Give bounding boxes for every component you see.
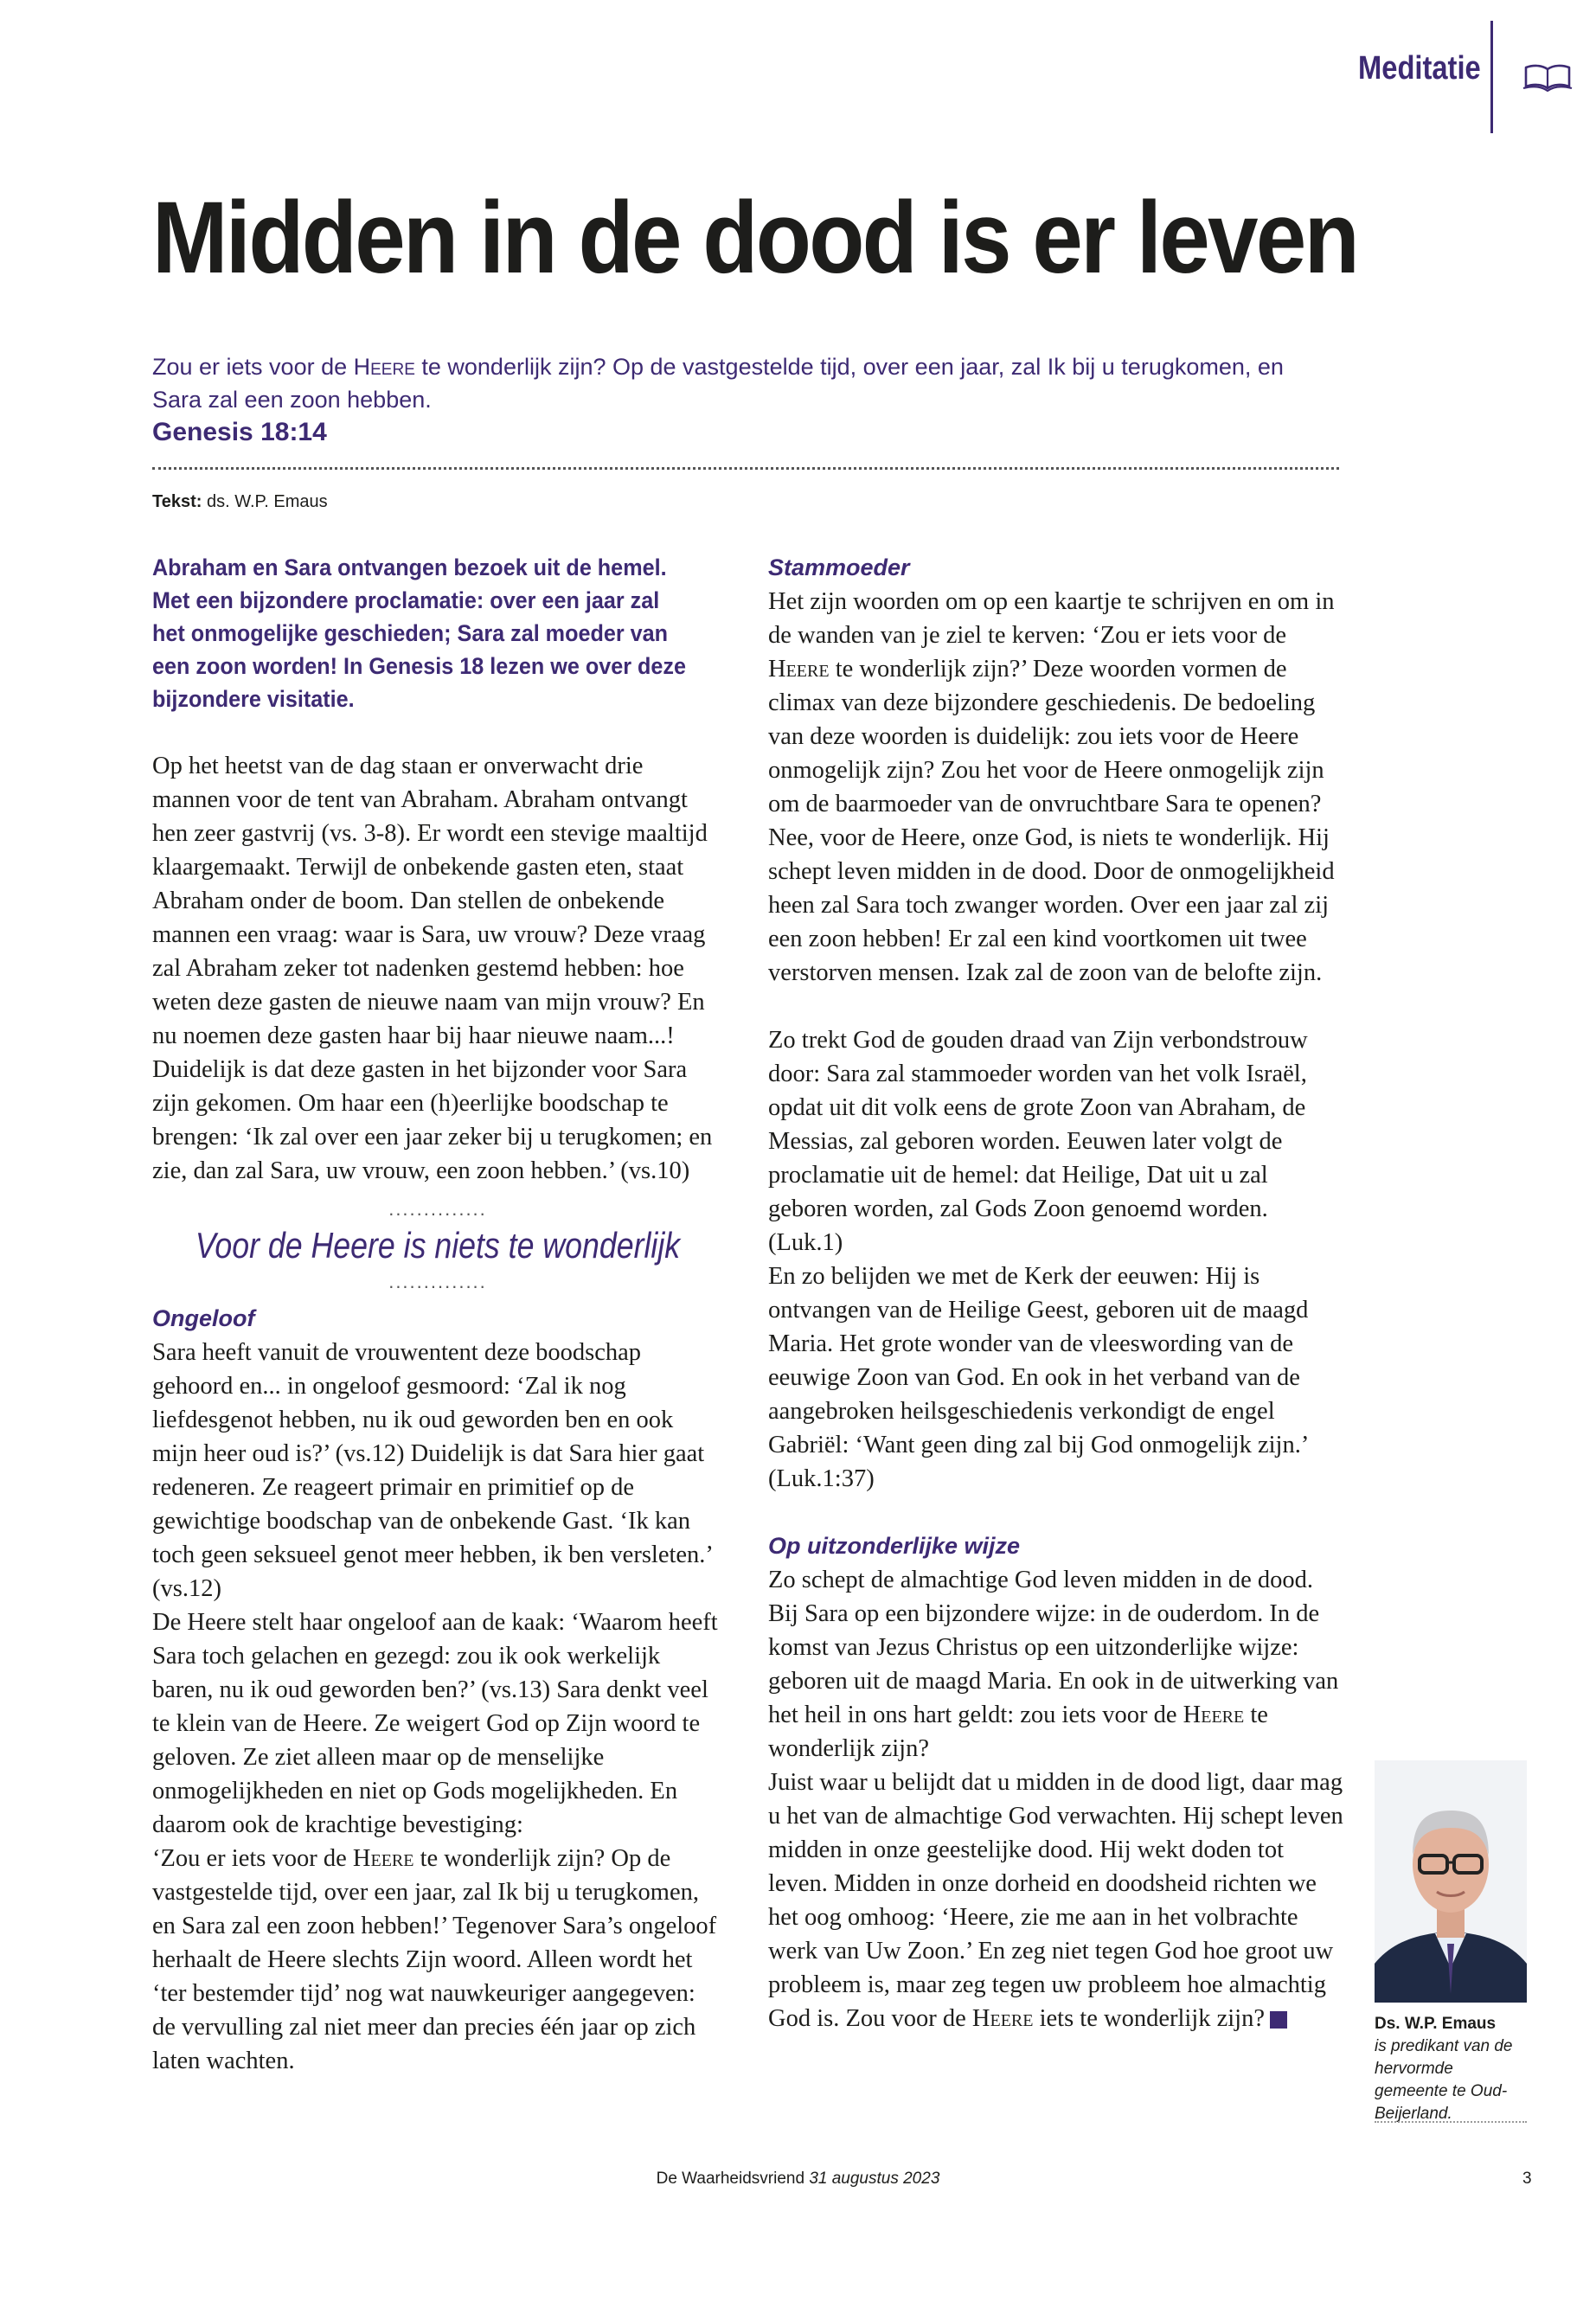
paragraph: Zo trekt God de gouden draad van Zijn verbondstrouw door: Sara zal stammoeder worden van het volk Israël, opdat uit dit volk eens de grote Zoon van Abraham, de Messias, zal geboren worden. Eeuwen later volgt de proclamatie uit de hemel: dat Heilige, Dat uit u zal geboren worden, zal Gods Zoon genoemd worden. (Luk.1) <box>768 1027 1308 1256</box>
pull-quote-dots-top: .............. <box>388 1198 487 1220</box>
paragraph: En zo belijden we met de Kerk der eeuwen: Hij is ontvangen van de Heilige Geest, geboren uit de maagd Maria. Het grote wonder van de vleeswording van de eeuwige Zoon van God. En ook in het verband van de aangebroken heilsgeschiedenis verkondigt de engel Gabriël: ‘Want geen ding zal bij God onmogelijk zijn.’ (Luk.1:37) <box>768 1263 1309 1492</box>
lead-paragraph: Abraham en Sara ontvangen bezoek uit de hemel. Met een bijzondere proclamatie: over een jaar zal het onmogelijke geschieden; Sara zal moeder van een zoon worden! In Genesis 18 lezen we over deze bijzondere visitatie. <box>152 554 686 712</box>
page-number: 3 <box>1522 2170 1532 2188</box>
open-book-icon <box>1522 62 1573 92</box>
paragraph: ‘Zou er iets voor de Heere te wonderlijk zijn? Op de vastgestelde tijd, over een jaar, zal Ik bij u terugkomen, en Sara zal een zoon hebben!’ Tegenover Sara’s ongeloof herhaalt de Heere slechts Zijn woord. Alleen wordt het ‘ter bestemder tijd’ nog wat nauwkeuriger aangegeven: de vervulling zal niet meer dan precies één jaar op zich laten wachten. <box>152 1845 717 2074</box>
paragraph: Sara heeft vanuit de vrouwentent deze boodschap gehoord en... in ongeloof gesmoord: ‘Zal ik nog liefdesgenot hebben, nu ik oud geworden ben en ook mijn heer oud is?’ (vs.12) Duidelijk is dat Sara hier gaat redeneren. Ze reageert primair en primitief op de gewichtige boodschap van de onbekende Gast. ‘Ik kan toch geen seksueel genot meer hebben, ik ben versleten.’ (vs.12) <box>152 1339 712 1602</box>
pull-quote-text: Voor de Heere is niets te wonderlijk <box>195 1225 681 1266</box>
section-divider <box>1490 21 1493 133</box>
paragraph: Zo schept de almachtige God leven midden in de dood. Bij Sara op een bijzondere wijze: in de ouderdom. In de komst van Jezus Christus op een uitzonderlijke wijze: geboren uit de maagd Maria. En ook in de uitwerking van het heil in ons hart geldt: zou iets voor de Heere te wonderlijk zijn? <box>768 1567 1339 1762</box>
article-title: Midden in de dood is er leven <box>152 181 1358 295</box>
paragraph: Op het heetst van de dag staan er onverwacht drie mannen voor de tent van Abraham. Abraham ontvangt hen zeer gastvrij (vs. 3-8). Er wordt een stevige maaltijd klaargemaakt. Terwijl de onbekende gasten eten, staat Abraham onder de boom. Dan stellen de onbekende mannen een vraag: waar is Sara, uw vrouw? Deze vraag zal Abraham zeker tot nadenken gestemd hebben: hoe weten deze gasten de nieuwe naam van mijn vrouw? En nu noemen deze gasten haar bij haar nieuwe naam...! Duidelijk is dat deze gasten in het bijzonder voor Sara zijn gekomen. Om haar een (h)eerlijke boodschap te brengen: ‘Ik zal over een jaar zeker bij u terugkomen; en zie, dan zal Sara, uw vrouw, een zoon hebben.’ (vs.10) <box>152 753 713 1184</box>
byline: Tekst: ds. W.P. Emaus <box>152 492 328 511</box>
subheading: Stammoeder <box>768 554 910 580</box>
pull-quote <box>152 1200 723 1292</box>
right-column <box>768 551 1346 2035</box>
heere-smallcaps: Heere <box>353 354 415 380</box>
subheading: Ongeloof <box>152 1305 255 1331</box>
left-column <box>152 551 723 2078</box>
subheading: Op uitzonderlijke wijze <box>768 1533 1021 1559</box>
paragraph: De Heere stelt haar ongeloof aan de kaak: ‘Waarom heeft Sara toch gelachen en gezegd: zou ik ook werkelijk baren, nu ik oud geworden ben?’ (vs.13) Sara denkt veel te klein van de Heere. Ze weigert God op Zijn woord te geloven. Ze ziet alleen maar op de menselijke onmogelijkheden en niet op Gods mogelijkheden. En daarom ook de krachtige bevestiging: <box>152 1609 718 1838</box>
section-label: Meditatie <box>1358 50 1481 87</box>
end-mark <box>1270 2011 1287 2029</box>
bible-reference: Genesis 18:14 <box>152 418 327 446</box>
footer: De Waarheidsvriend 31 augustus 2023 <box>656 2170 940 2188</box>
paragraph: Juist waar u belijdt dat u midden in de dood ligt, daar mag u het van de almachtige God verwachten. Hij schept leven midden in onze geestelijke dood. Hij wekt doden tot leven. Midden in onze dorheid en doodsheid richten we het oog omhoog: ‘Heere, zie me aan in het volbrachte werk van Uw Zoon.’ En zeg niet tegen God hoe groot uw probleem is, maar zeg tegen uw probleem hoe almachtig God is. Zou voor de Heere iets te wonderlijk zijn? <box>768 1769 1343 2032</box>
paragraph: Het zijn woorden om op een kaartje te schrijven en om in de wanden van je ziel te kerven: ‘Zou er iets voor de Heere te wonderlijk zijn?’ Deze woorden vormen de climax van deze bijzondere geschiedenis. De bedoeling van deze woorden is duidelijk: zou iets voor de Heere onmogelijk zijn? Zou het voor de Heere onmogelijk zijn om de baarmoeder van de onvruchtbare Sara te openen? Nee, voor de Heere, onze God, is niets te wonderlijk. Hij schept leven midden in de dood. Door de onmogelijkheid heen zal Sara toch zwanger worden. Over een jaar zal zij een zoon hebben! Er zal een kind voortkomen uit twee verstorven mensen. Izak zal de zoon van de belofte zijn. <box>768 588 1335 986</box>
author-caption: Ds. W.P. Emaus is predikant van de hervormde gemeente te Oud-Beijerland. <box>1375 2015 1513 2123</box>
pull-quote-dots-bottom: .............. <box>388 1271 487 1292</box>
bible-quote: Zou er iets voor de Heere te wonderlijk zijn? Op de vastgestelde tijd, over een jaar, zal Ik bij u terugkomen, en Sara zal een zoon hebben. <box>152 354 1284 413</box>
dotted-divider <box>152 467 1339 470</box>
caption-divider <box>1375 2121 1527 2123</box>
author-photo <box>1375 1760 1527 2003</box>
